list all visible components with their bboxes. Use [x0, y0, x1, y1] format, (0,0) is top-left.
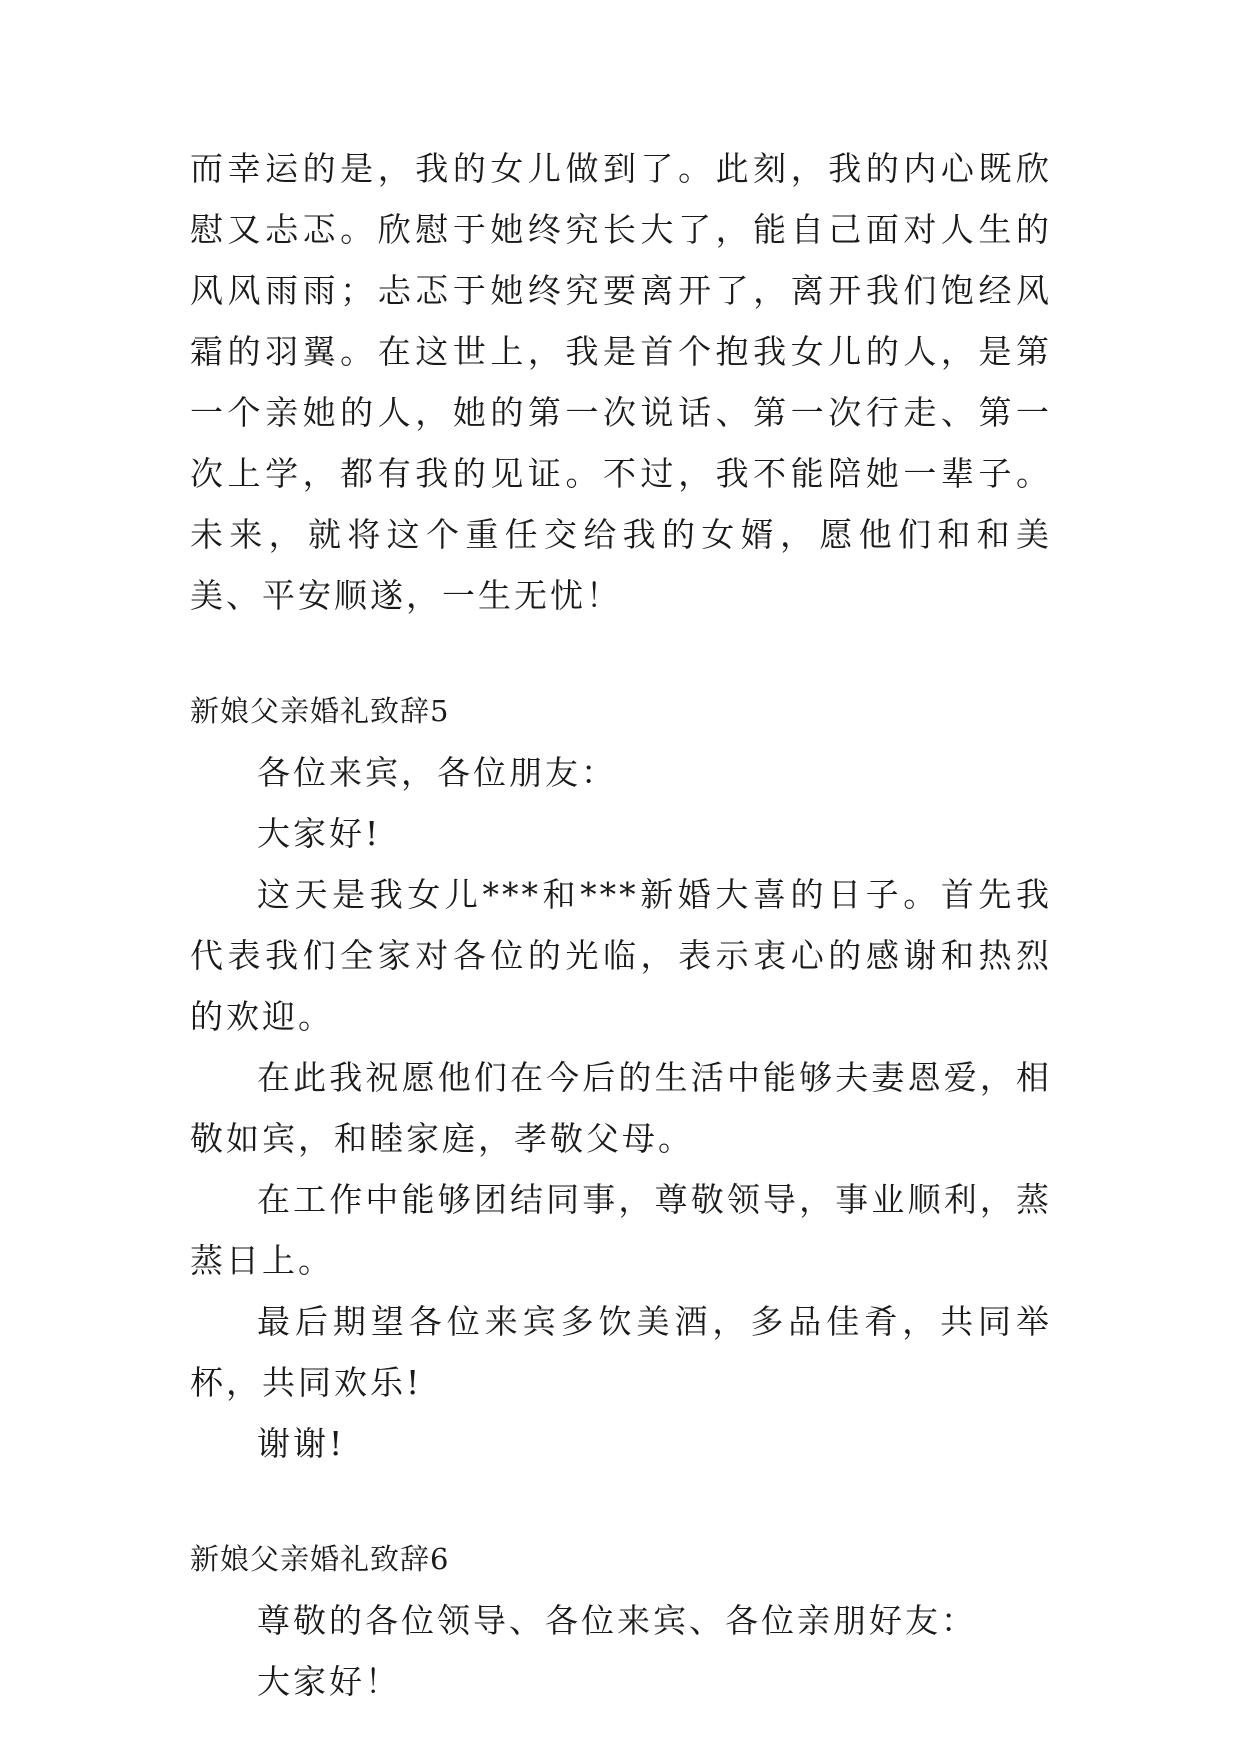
section-6-greeting: 大家好！	[257, 1662, 401, 1701]
section-6-title: 新娘父亲婚礼致辞6	[190, 1542, 450, 1576]
paragraph-prev: 而幸运的是，我的女儿做到了。此刻，我的内心既欣慰又忐忑。欣慰于她终究长大了，能自己面对人生的风风雨雨；忐忑于她终究要离开了，离开我们饱经风霜的羽翼。在这世上，我是首个抱我女儿的人，是第一个亲她的人，她的第一次说话、第一次行走、第一次上学，都有我的见证。不过，我不能陪她一辈子。未来，就将这个重任交给我的女婿，愿他们和和美美、平安顺遂，一生无忧！	[190, 149, 1052, 615]
section-5-thanks: 谢谢!	[257, 1424, 346, 1463]
section-5-paragraph-4: 最后期望各位来宾多饮美酒，多品佳肴，共同举杯，共同欢乐!	[190, 1302, 1052, 1402]
section-5-title: 新娘父亲婚礼致辞5	[190, 694, 450, 728]
document-page	[190, 138, 1052, 1712]
section-5-paragraph-1: 这天是我女儿***和***新婚大喜的日子。首先我代表我们全家对各位的光临，表示衷心的感谢和热烈的欢迎。	[190, 875, 1052, 1036]
section-5-greeting: 大家好!	[257, 814, 382, 853]
section-5-paragraph-2: 在此我祝愿他们在今后的生活中能够夫妻恩爱，相敬如宾，和睦家庭，孝敬父母。	[190, 1058, 1052, 1158]
section-5-salutation: 各位来宾，各位朋友：	[257, 753, 617, 792]
section-5-paragraph-3: 在工作中能够团结同事，尊敬领导，事业顺利，蒸蒸日上。	[190, 1180, 1052, 1280]
section-6-salutation: 尊敬的各位领导、各位来宾、各位亲朋好友：	[257, 1601, 977, 1640]
